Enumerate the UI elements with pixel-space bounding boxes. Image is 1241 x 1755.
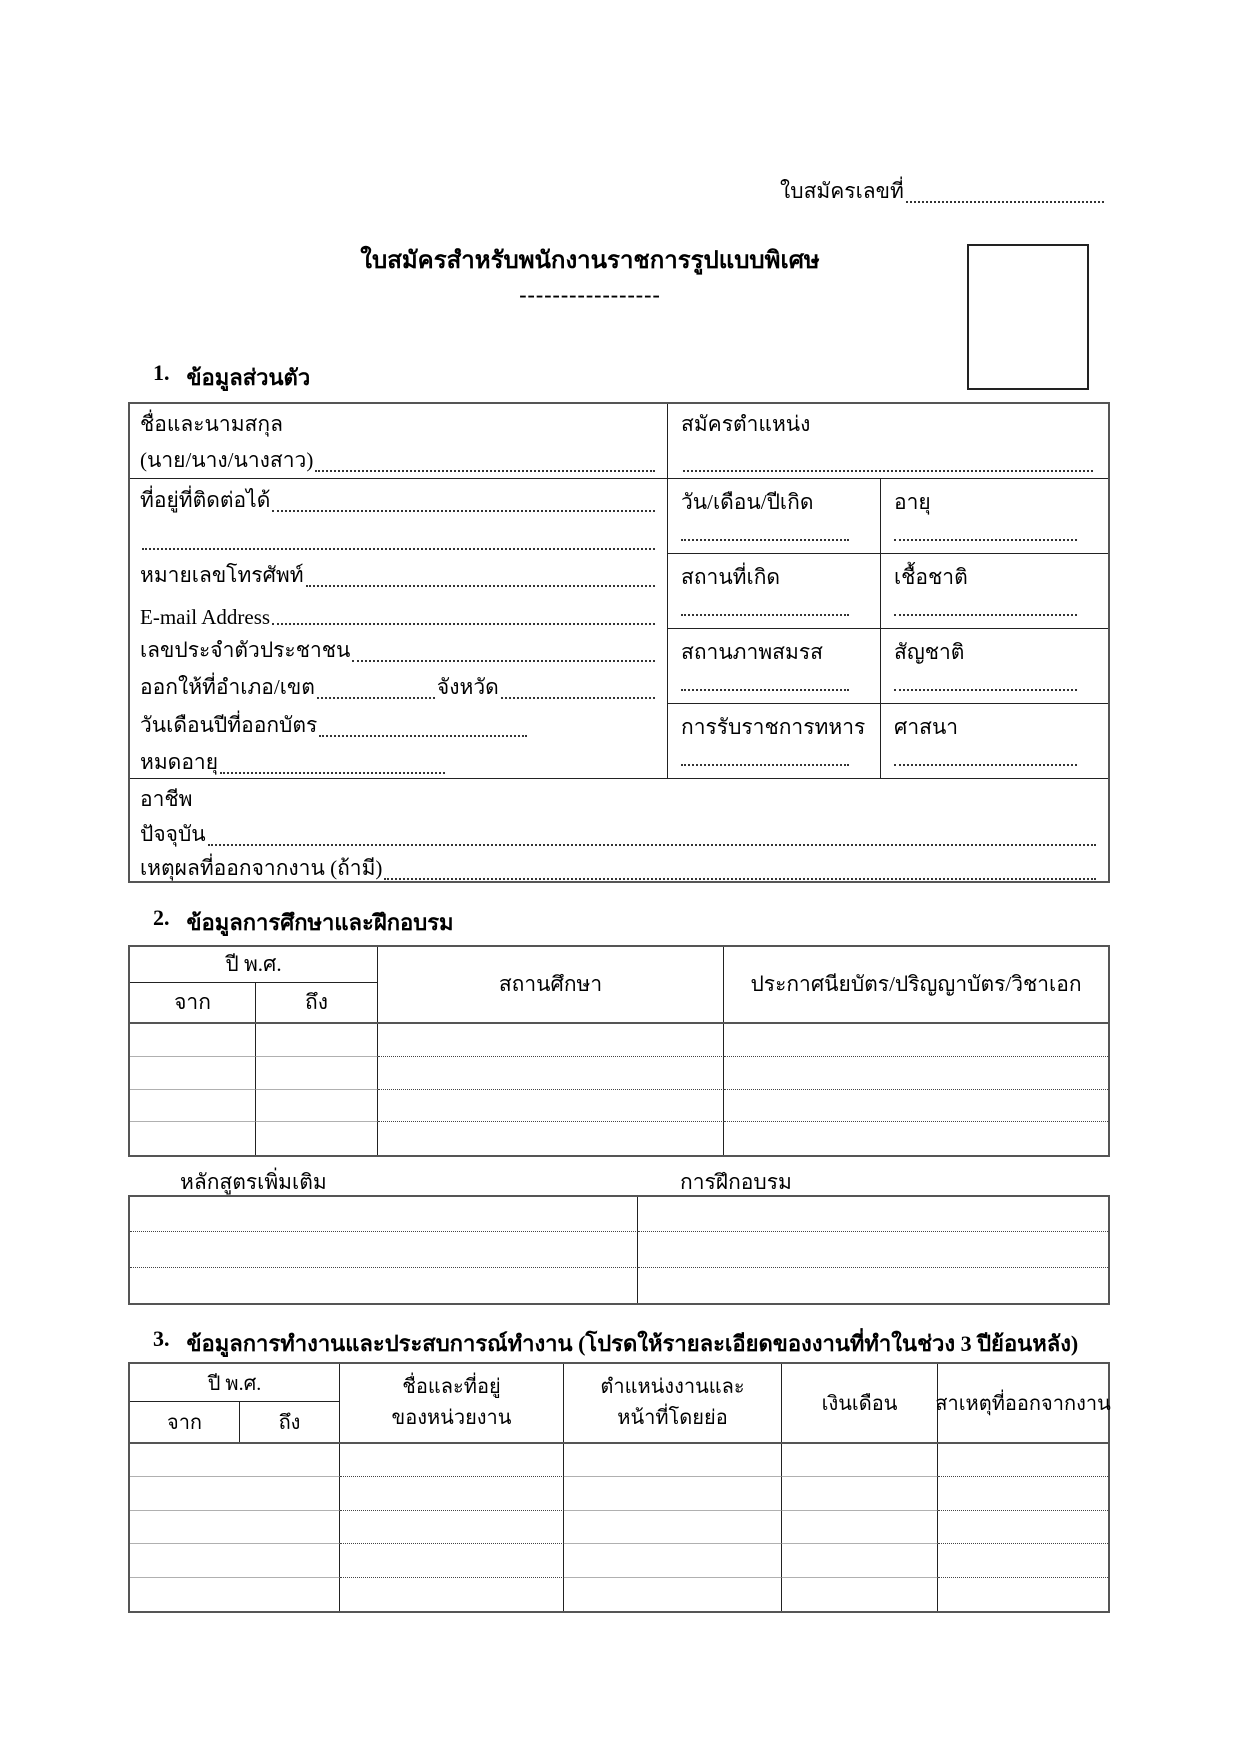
section2-title: ข้อมูลการศึกษาและฝึกอบรม [186, 910, 454, 935]
salary-cell [782, 1444, 938, 1477]
religion-label: ศาสนา [894, 715, 959, 739]
email-fill-line [272, 623, 655, 625]
year-cell [130, 1477, 340, 1510]
to-cell [256, 1122, 378, 1155]
to-cell [256, 1057, 378, 1090]
education-to-header: ถึง [256, 983, 378, 1022]
work-position-header-line2: หน้าที่โดยย่อ [617, 1407, 728, 1429]
issued-at-fill-line [317, 697, 435, 699]
citizen-id-fill-line [352, 660, 655, 662]
address-continued-line [140, 517, 657, 554]
issue-date-label: วันเดือนปีที่ออกบัตร [140, 712, 318, 737]
table-row [130, 1232, 1108, 1267]
nationality-cell [881, 629, 1108, 704]
training-cell [638, 1232, 1108, 1267]
address-label: ที่อยู่ที่ติดต่อได้ [140, 488, 271, 513]
section3-title-note: (โปรดให้รายละเอียดของงานที่ทำในช่วง 3 ปีย้อนหลัง) [578, 1331, 1079, 1356]
org-cell [340, 1477, 564, 1510]
province-label: จังหวัด [436, 675, 499, 700]
personal-info-table [128, 402, 1110, 883]
age-cell [881, 479, 1108, 554]
org-cell [340, 1444, 564, 1477]
section2-number: 2. [153, 905, 170, 930]
dob-fill-line [681, 539, 849, 541]
phone-fill-line [306, 585, 655, 587]
school-cell [378, 1057, 724, 1090]
dob-cell [668, 479, 881, 554]
work-salary-header: เงินเดือน [782, 1364, 938, 1442]
address-line [140, 480, 657, 517]
leave-reason-fill-line [384, 878, 1096, 880]
education-section-heading [153, 905, 454, 940]
from-cell [130, 1057, 256, 1090]
section3-number: 3. [153, 1326, 170, 1351]
additional-course-table-rows [130, 1197, 1108, 1303]
table-row [130, 1268, 1108, 1303]
training-label: การฝึกอบรม [680, 1170, 792, 1194]
application-no-label: ใบสมัครเลขที่ [780, 179, 904, 203]
nationality-label: สัญชาติ [894, 640, 965, 664]
photo-box [967, 244, 1089, 390]
name-prefix-label: (นาย/นาง/นางสาว) [140, 448, 314, 472]
race-label: เชื้อชาติ [894, 565, 968, 589]
table-row [130, 1444, 1108, 1477]
nationality-fill-line [894, 689, 1077, 691]
title-divider: ----------------- [519, 282, 661, 307]
phone-label: หมายเลขโทรศัพท์ [140, 563, 304, 588]
work-year-header: ปี พ.ศ. [130, 1364, 340, 1402]
application-no-line [780, 180, 1106, 208]
work-org-header [340, 1364, 564, 1442]
salary-cell [782, 1544, 938, 1577]
occupation-cell [130, 779, 1108, 881]
position-cell [564, 1444, 782, 1477]
issue-date-fill-line [319, 735, 527, 737]
certificate-cell [724, 1090, 1108, 1123]
salary-cell [782, 1578, 938, 1611]
table-row [130, 1578, 1108, 1611]
work-position-header-line1: ตำแหน่งงานและ [600, 1376, 745, 1398]
additional-course-label: หลักสูตรเพิ่มเติม [180, 1170, 327, 1194]
year-cell [130, 1544, 340, 1577]
org-cell [340, 1578, 564, 1611]
work-from-header: จาก [130, 1402, 240, 1442]
table-row [130, 1197, 1108, 1232]
issued-at-label: ออกให้ที่อำเภอ/เขต [140, 675, 315, 700]
position-cell [668, 404, 1108, 479]
to-cell [256, 1090, 378, 1123]
work-to-header: ถึง [240, 1402, 340, 1442]
leave-reason-line [140, 851, 1098, 886]
position-line [681, 441, 1095, 477]
certificate-cell [724, 1057, 1108, 1090]
table-row [130, 1024, 1108, 1057]
expiry-fill-line [220, 772, 445, 774]
birthplace-cell [668, 554, 881, 629]
salary-cell [782, 1477, 938, 1510]
card-issue-line [140, 667, 657, 704]
reason-cell [938, 1544, 1108, 1577]
additional-course-cell [130, 1232, 638, 1267]
school-cell [378, 1024, 724, 1057]
work-org-header-line1: ชื่อและที่อยู่ [402, 1376, 501, 1398]
address-fill-line-2 [142, 548, 655, 550]
occupation-label [140, 781, 1098, 816]
year-cell [130, 1511, 340, 1544]
form-title: ใบสมัครสำหรับพนักงานราชการรูปแบบพิเศษ [360, 248, 820, 274]
reason-cell [938, 1511, 1108, 1544]
military-service-cell [668, 704, 881, 779]
military-service-fill-line [681, 764, 849, 766]
leave-reason-label: เหตุผลที่ออกจากงาน (ถ้ามี) [140, 856, 383, 881]
table-row [130, 1057, 1108, 1090]
from-cell [130, 1122, 256, 1155]
education-table-rows [130, 1024, 1108, 1155]
position-fill-line [683, 470, 1093, 472]
application-no-fill-line [906, 201, 1104, 203]
birthplace-label: สถานที่เกิด [681, 565, 781, 589]
name-prefix-line [140, 441, 657, 477]
reason-cell [938, 1444, 1108, 1477]
work-section-heading [153, 1326, 1078, 1361]
race-cell [881, 554, 1108, 629]
work-leave-reason-header: สาเหตุที่ออกจากงาน [935, 1393, 1111, 1415]
education-from-header: จาก [130, 983, 256, 1022]
school-cell [378, 1122, 724, 1155]
year-cell [130, 1444, 340, 1477]
work-table [128, 1362, 1110, 1613]
certificate-cell [724, 1122, 1108, 1155]
year-cell [130, 1578, 340, 1611]
contact-cell [130, 479, 668, 779]
table-row [130, 1090, 1108, 1123]
military-service-label: การรับราชการทหาร [681, 715, 866, 739]
org-cell [340, 1544, 564, 1577]
position-cell [564, 1578, 782, 1611]
marital-status-cell [668, 629, 881, 704]
phone-line [140, 555, 657, 592]
training-cell [638, 1268, 1108, 1303]
expiry-line [140, 742, 657, 779]
salary-cell [782, 1511, 938, 1544]
name-label: ชื่อและนามสกุล [140, 412, 283, 436]
table-row [130, 1511, 1108, 1544]
marital-status-fill-line [681, 689, 849, 691]
school-cell [378, 1090, 724, 1123]
work-table-rows [130, 1444, 1108, 1611]
from-cell [130, 1024, 256, 1057]
age-fill-line [894, 539, 1077, 541]
occupation-text: อาชีพ [140, 786, 193, 811]
dob-label: วัน/เดือน/ปีเกิด [681, 490, 814, 514]
section3-title-text: ข้อมูลการทำงานและประสบการณ์ทำงาน [186, 1331, 573, 1356]
table-row [130, 1122, 1108, 1155]
additional-course-cell [130, 1197, 638, 1232]
education-table [128, 945, 1110, 1157]
section1-title: ข้อมูลส่วนตัว [186, 365, 311, 390]
birthplace-fill-line [681, 614, 849, 616]
work-position-header [564, 1364, 782, 1442]
current-occupation-line [140, 816, 1098, 851]
position-cell [564, 1511, 782, 1544]
citizen-id-label: เลขประจำตัวประชาชน [140, 637, 351, 662]
additional-course-cell [130, 1268, 638, 1303]
name-cell [130, 404, 668, 479]
from-cell [130, 1090, 256, 1123]
section1-heading [153, 360, 310, 395]
citizen-id-line [140, 630, 657, 667]
work-org-header-line2: ของหน่วยงาน [391, 1407, 512, 1429]
reason-cell [938, 1578, 1108, 1611]
position-cell [564, 1544, 782, 1577]
religion-fill-line [894, 764, 1077, 766]
expiry-label: หมดอายุ [140, 750, 219, 775]
position-label: สมัครตำแหน่ง [681, 412, 811, 436]
section3-title [187, 1326, 1079, 1361]
org-cell [340, 1511, 564, 1544]
name-fill-line [315, 470, 655, 472]
table-row [130, 1544, 1108, 1577]
table-row [130, 1477, 1108, 1510]
section1-number: 1. [153, 360, 170, 385]
to-cell [256, 1024, 378, 1057]
province-fill-line [501, 697, 655, 699]
email-label: E-mail Address [140, 604, 271, 629]
email-line [140, 592, 657, 629]
position-cell [564, 1477, 782, 1510]
current-occupation-fill-line [208, 844, 1096, 846]
current-occupation-label: ปัจจุบัน [140, 821, 206, 846]
address-fill-line [272, 510, 655, 512]
additional-course-table [128, 1195, 1110, 1305]
reason-cell [938, 1477, 1108, 1510]
certificate-cell [724, 1024, 1108, 1057]
race-fill-line [894, 614, 1077, 616]
issue-date-line [140, 704, 657, 741]
marital-status-label: สถานภาพสมรส [681, 640, 823, 664]
education-certificate-header: ประกาศนียบัตร/ปริญญาบัตร/วิชาเอก [750, 972, 1082, 996]
religion-cell [881, 704, 1108, 779]
age-label: อายุ [894, 490, 931, 514]
training-cell [638, 1197, 1108, 1232]
education-year-header: ปี พ.ศ. [130, 947, 378, 983]
education-school-header: สถานศึกษา [378, 947, 724, 1022]
